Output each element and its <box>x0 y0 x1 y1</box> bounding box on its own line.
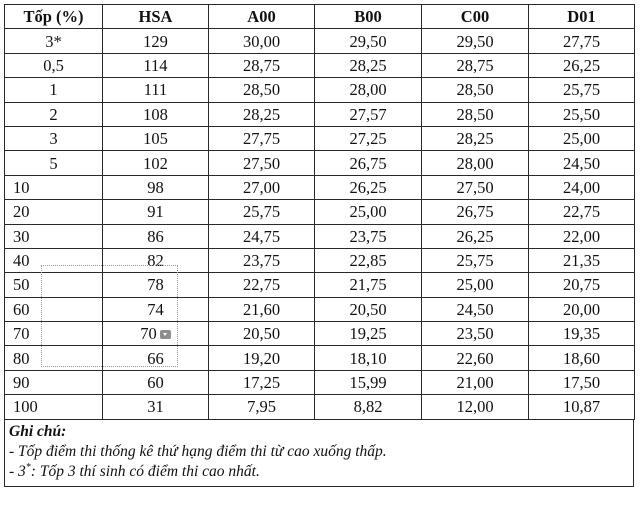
table-cell <box>103 346 209 370</box>
cell-value: 25,75 <box>242 202 281 222</box>
cell-value: 20,50 <box>349 299 387 319</box>
cell-value: 105 <box>143 129 168 149</box>
cell-value: 98 <box>147 177 164 197</box>
notes-title: Ghi chú: <box>9 422 67 440</box>
cell-value: 20 <box>13 202 30 222</box>
cell-value: 21,35 <box>562 251 601 271</box>
table-cell <box>529 297 635 321</box>
column-header: Tốp (%) <box>5 5 103 29</box>
table-cell <box>209 53 315 77</box>
table-cell-top <box>5 224 103 248</box>
table-cell <box>315 200 422 224</box>
cell-value: 8,82 <box>353 397 383 417</box>
table-cell-top <box>5 200 103 224</box>
cell-value: 7,95 <box>247 397 276 417</box>
cell-value: 27,57 <box>349 104 387 124</box>
cell-value: 66 <box>147 348 164 368</box>
table-cell <box>103 322 209 346</box>
cell-value: 18,10 <box>349 348 387 368</box>
cell-value: 28,25 <box>349 55 387 75</box>
cell-value: 10,87 <box>562 397 601 417</box>
cell-value: 30 <box>13 226 30 246</box>
cell-value: 29,50 <box>456 31 494 51</box>
table-header-row <box>5 5 635 29</box>
table-cell <box>422 78 529 102</box>
table-cell <box>103 29 209 53</box>
cell-value: 19,20 <box>242 348 281 368</box>
table-cell-top <box>5 175 103 199</box>
notes-line-2-prefix: - 3 <box>9 462 26 480</box>
table-cell-top <box>5 248 103 272</box>
table-body <box>5 29 635 419</box>
table-cell <box>103 53 209 77</box>
cell-value: 70 <box>13 324 30 344</box>
table-cell <box>529 273 635 297</box>
cell-value: 28,75 <box>456 55 494 75</box>
cell-value: 40 <box>13 251 30 271</box>
score-sheet <box>4 4 634 487</box>
cell-value: 27,75 <box>242 129 281 149</box>
cell-value: 29,50 <box>349 31 387 51</box>
cell-value: 90 <box>13 373 30 393</box>
table-cell-top <box>5 322 103 346</box>
cell-value: 23,75 <box>349 226 387 246</box>
table-cell <box>103 395 209 419</box>
table-cell <box>529 395 635 419</box>
table-row <box>5 322 635 346</box>
table-row <box>5 29 635 53</box>
cell-value: 60 <box>147 373 164 393</box>
column-header: A00 <box>209 5 315 29</box>
table-cell <box>209 370 315 394</box>
table-cell <box>422 151 529 175</box>
cell-value: 25,00 <box>456 275 494 295</box>
cell-value: 26,25 <box>349 177 387 197</box>
table-cell <box>529 53 635 77</box>
cell-value: 21,00 <box>456 373 494 393</box>
cell-value: 28,50 <box>456 104 494 124</box>
cell-value: 22,00 <box>562 226 601 246</box>
table-cell-top <box>5 126 103 150</box>
cell-value: 0,5 <box>43 55 64 75</box>
table-cell <box>209 297 315 321</box>
table-cell <box>315 53 422 77</box>
notes-line-2-star: * <box>25 461 31 473</box>
column-header: HSA <box>103 5 209 29</box>
cell-value: 27,25 <box>349 129 387 149</box>
cell-value: 28,00 <box>349 80 387 100</box>
cell-value: 23,50 <box>456 324 494 344</box>
table-cell <box>422 248 529 272</box>
cell-value: 24,50 <box>456 299 494 319</box>
cell-value: 26,25 <box>456 226 494 246</box>
table-cell <box>315 370 422 394</box>
table-cell <box>315 126 422 150</box>
table-cell <box>422 322 529 346</box>
table-cell <box>103 200 209 224</box>
table-cell <box>103 102 209 126</box>
table-cell <box>103 175 209 199</box>
table-row <box>5 200 635 224</box>
cell-value: 19,35 <box>562 324 601 344</box>
table-cell <box>422 53 529 77</box>
table-cell <box>103 126 209 150</box>
notes-box <box>4 420 634 487</box>
table-cell <box>422 200 529 224</box>
table-cell <box>529 151 635 175</box>
table-row <box>5 53 635 77</box>
table-cell <box>315 102 422 126</box>
table-row <box>5 297 635 321</box>
table-cell <box>529 29 635 53</box>
cell-value: 74 <box>147 299 164 319</box>
cell-value: 22,60 <box>456 348 494 368</box>
table-cell <box>315 346 422 370</box>
cell-value: 100 <box>13 397 38 417</box>
table-cell <box>315 248 422 272</box>
cell-value: 80 <box>13 348 30 368</box>
table-row <box>5 151 635 175</box>
cell-value: 28,25 <box>456 129 494 149</box>
cell-value: 60 <box>13 299 30 319</box>
cell-value: 17,50 <box>562 373 601 393</box>
table-cell <box>209 200 315 224</box>
cell-value: 19,25 <box>349 324 387 344</box>
cell-value: 31 <box>147 397 164 417</box>
notes-line-2-suffix: : Tốp 3 thí sinh có điểm thi cao nhất. <box>30 462 260 480</box>
cell-value: 82 <box>147 251 164 271</box>
cell-value: 86 <box>147 226 164 246</box>
cell-value: 15,99 <box>349 373 387 393</box>
table-cell <box>315 175 422 199</box>
table-cell <box>529 102 635 126</box>
table-cell <box>529 370 635 394</box>
table-cell-top <box>5 29 103 53</box>
table-row <box>5 175 635 199</box>
cell-value: 114 <box>143 55 168 75</box>
table-row <box>5 126 635 150</box>
cell-value: 28,50 <box>456 80 494 100</box>
table-cell <box>209 29 315 53</box>
cell-value: 5 <box>49 153 58 173</box>
table-cell <box>315 273 422 297</box>
table-cell <box>315 395 422 419</box>
cell-value: 12,00 <box>456 397 494 417</box>
cell-value: 129 <box>143 31 168 51</box>
table-cell-top <box>5 297 103 321</box>
table-cell <box>209 395 315 419</box>
cell-value: 27,75 <box>562 31 601 51</box>
cell-value: 21,60 <box>242 299 281 319</box>
cell-value: 10 <box>13 177 30 197</box>
cell-value: 2 <box>49 104 58 124</box>
cell-value: 102 <box>143 153 168 173</box>
table-cell <box>529 346 635 370</box>
table-cell <box>529 248 635 272</box>
cell-value: 28,25 <box>242 104 281 124</box>
table-cell <box>315 322 422 346</box>
table-cell <box>422 175 529 199</box>
table-cell <box>103 78 209 102</box>
table-cell-top <box>5 346 103 370</box>
cell-value: 111 <box>143 80 168 100</box>
cell-value: 18,60 <box>562 348 601 368</box>
table-cell <box>315 297 422 321</box>
table-cell <box>209 346 315 370</box>
cell-value: 28,50 <box>242 80 281 100</box>
table-row <box>5 102 635 126</box>
table-cell <box>209 175 315 199</box>
table-cell <box>103 248 209 272</box>
table-cell <box>209 126 315 150</box>
cell-value: 25,75 <box>456 251 494 271</box>
table-row <box>5 395 635 419</box>
cell-value: 28,75 <box>242 55 281 75</box>
table-cell-top <box>5 273 103 297</box>
table-cell <box>422 346 529 370</box>
cell-value: 22,75 <box>562 202 601 222</box>
table-cell <box>209 224 315 248</box>
table-cell <box>422 126 529 150</box>
table-cell <box>209 273 315 297</box>
table-cell <box>315 29 422 53</box>
column-header: B00 <box>315 5 422 29</box>
table-cell <box>315 78 422 102</box>
table-cell <box>209 102 315 126</box>
cell-value: 26,75 <box>456 202 494 222</box>
cell-value: 70 <box>140 324 157 344</box>
table-cell <box>315 151 422 175</box>
cell-value: 3* <box>45 31 62 51</box>
table-cell <box>529 175 635 199</box>
table-cell-top <box>5 370 103 394</box>
cell-value: 22,75 <box>242 275 281 295</box>
table-cell <box>422 297 529 321</box>
score-table <box>4 4 635 420</box>
cell-value: 78 <box>147 275 164 295</box>
notes-line-1: - Tốp điểm thi thống kê thứ hạng điểm thi từ cao xuống thấp. <box>9 442 387 460</box>
table-cell-top <box>5 53 103 77</box>
cell-value: 24,50 <box>562 153 601 173</box>
table-cell <box>422 273 529 297</box>
table-cell-top <box>5 102 103 126</box>
table-cell <box>529 78 635 102</box>
table-cell <box>529 224 635 248</box>
table-cell <box>529 200 635 224</box>
cell-value: 27,50 <box>456 177 494 197</box>
table-cell-top <box>5 78 103 102</box>
cell-value: 25,00 <box>562 129 601 149</box>
table-cell <box>103 151 209 175</box>
cell-value: 17,25 <box>242 373 281 393</box>
cell-value: 28,00 <box>456 153 494 173</box>
table-cell-top <box>5 395 103 419</box>
cell-value: 22,85 <box>349 251 387 271</box>
table-row <box>5 248 635 272</box>
cell-value: 1 <box>49 80 58 100</box>
table-row <box>5 224 635 248</box>
cell-value: 24,00 <box>562 177 601 197</box>
column-header: D01 <box>529 5 635 29</box>
cell-value: 23,75 <box>242 251 281 271</box>
table-cell <box>315 224 422 248</box>
notes-line-2 <box>9 462 633 482</box>
table-row <box>5 346 635 370</box>
table-cell <box>103 297 209 321</box>
cell-value: 27,50 <box>242 153 281 173</box>
dropdown-handle-icon[interactable] <box>160 330 171 339</box>
table-cell <box>422 102 529 126</box>
table-cell <box>422 29 529 53</box>
table-cell <box>529 126 635 150</box>
cell-value: 26,25 <box>562 55 601 75</box>
cell-value: 25,00 <box>349 202 387 222</box>
cell-value: 50 <box>13 275 30 295</box>
cell-value: 25,50 <box>562 104 601 124</box>
table-row <box>5 78 635 102</box>
table-cell <box>103 370 209 394</box>
table-cell <box>209 322 315 346</box>
cell-value: 20,75 <box>562 275 601 295</box>
cell-value: 25,75 <box>562 80 601 100</box>
table-row <box>5 370 635 394</box>
table-cell <box>209 151 315 175</box>
column-header: C00 <box>422 5 529 29</box>
table-cell <box>103 224 209 248</box>
table-cell-top <box>5 151 103 175</box>
cell-value: 20,00 <box>562 299 601 319</box>
cell-value: 26,75 <box>349 153 387 173</box>
cell-value: 91 <box>147 202 164 222</box>
cell-value: 20,50 <box>242 324 281 344</box>
table-cell <box>209 248 315 272</box>
cell-value: 3 <box>49 129 58 149</box>
cell-value: 27,00 <box>242 177 281 197</box>
cell-value: 24,75 <box>242 226 281 246</box>
table-cell <box>209 78 315 102</box>
table-cell <box>103 273 209 297</box>
cell-value: 30,00 <box>242 31 281 51</box>
cell-value: 21,75 <box>349 275 387 295</box>
table-cell <box>422 395 529 419</box>
table-cell <box>422 370 529 394</box>
cell-value: 108 <box>143 104 168 124</box>
table-cell <box>422 224 529 248</box>
table-cell <box>529 322 635 346</box>
table-row <box>5 273 635 297</box>
